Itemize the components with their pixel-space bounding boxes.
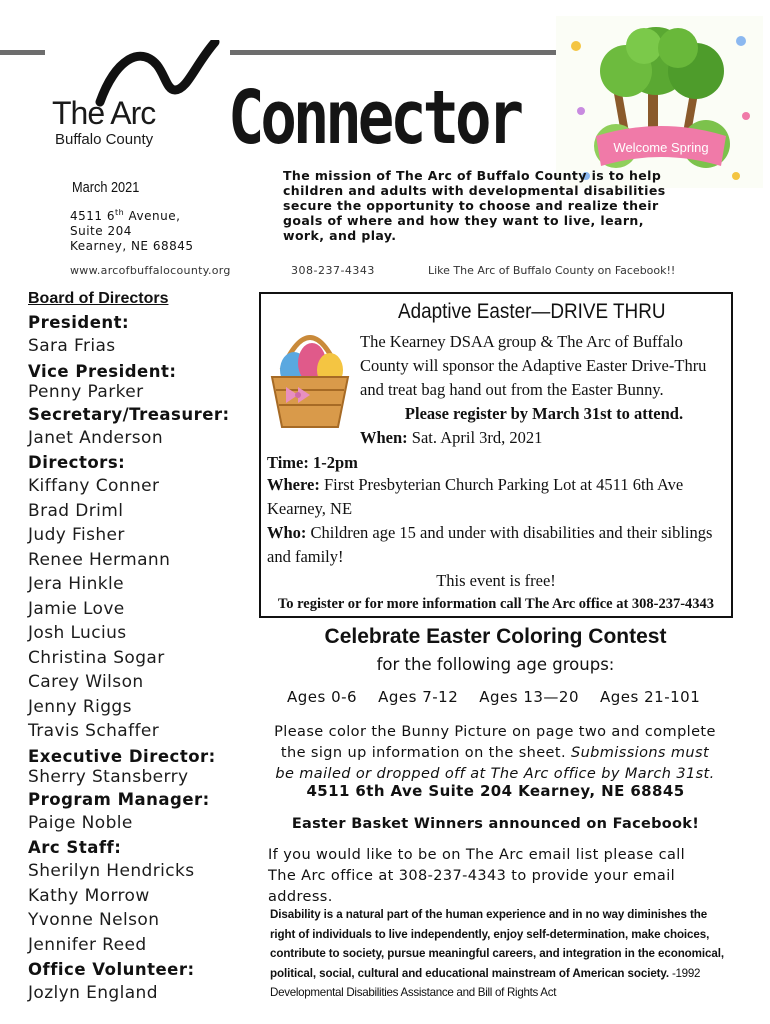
age-groups: [287, 688, 727, 706]
staff-name: Jennifer Reed: [28, 934, 147, 955]
secretary-label: Secretary/Treasurer:: [28, 404, 230, 424]
newsletter-title: Connector: [228, 75, 520, 161]
director-name: Jamie Love: [28, 598, 125, 619]
who-value: Children age 15 and under with disabilities and their siblings and family!: [267, 523, 713, 566]
directors-label: Directors:: [28, 453, 126, 472]
quote-citation: -1992 Developmental Disabilities Assistance and Bill of Rights Act: [270, 966, 701, 1000]
website-link[interactable]: www.arcofbuffalocounty.org: [70, 264, 231, 277]
secretary-name: Janet Anderson: [28, 427, 164, 448]
director-name: Jera Hinkle: [28, 574, 124, 594]
street-number: 4511 6: [70, 209, 115, 223]
contest-instructions-plain: Please color the Bunny Picture on page two and complete the sign up information on the sheet.: [274, 724, 716, 761]
director-name: Jenny Riggs: [28, 696, 132, 717]
spring-banner-text: Welcome Spring: [613, 140, 709, 155]
mission-statement: The mission of The Arc of Buffalo County is to help children and adults with developmental disabilities secure the opportunity to choose and realize their goals of where and how they want to live, learn, work, and play.: [283, 168, 666, 243]
program-manager-label: Program Manager:: [28, 789, 210, 809]
contest-mail-address: 4511 6th Ave Suite 204 Kearney, NE 68845: [306, 782, 685, 800]
suite: Suite 204: [70, 224, 132, 238]
contest-instructions: [270, 722, 720, 785]
executive-director-label: Executive Director:: [28, 746, 216, 766]
president-name: Sara Frias: [28, 336, 116, 356]
when-value: Sat. April 3rd, 2021: [407, 428, 543, 447]
event-who: [267, 521, 727, 569]
director-name: Josh Lucius: [28, 623, 127, 643]
facebook-note: Like The Arc of Buffalo County on Facebook!!: [428, 264, 676, 277]
age-group: Ages 21-101: [600, 688, 701, 706]
director-name: Travis Schaffer: [28, 721, 160, 741]
logo-subtitle: Buffalo County: [55, 131, 154, 148]
event-free-note: This event is free!: [436, 571, 556, 590]
program-manager-name: Paige Noble: [28, 812, 133, 833]
board-of-directors: [28, 290, 253, 1006]
age-group: Ages 0-6: [287, 688, 358, 706]
event-where: [267, 473, 727, 521]
executive-director-name: Sherry Stansberry: [28, 766, 189, 787]
staff-name: Sherilyn Hendricks: [28, 861, 195, 881]
vice-president-name: Penny Parker: [28, 381, 144, 402]
street-suffix: th: [115, 208, 125, 217]
director-name: Brad Driml: [28, 500, 124, 521]
board-heading: Board of Directors: [28, 290, 169, 307]
contest-subtitle: for the following age groups:: [376, 655, 615, 674]
staff-name: Kathy Morrow: [28, 885, 150, 906]
event-when: [360, 426, 542, 450]
issue-date: March 2021: [72, 179, 140, 196]
age-group: Ages 7-12: [378, 688, 459, 706]
who-label: Who:: [267, 523, 307, 542]
street-rest: Avenue,: [124, 209, 181, 223]
event-register-deadline: Please register by March 31st to attend.: [404, 404, 684, 423]
age-group: Ages 13—20: [479, 688, 580, 706]
welcome-spring-illustration: [556, 16, 763, 188]
mailing-address: [70, 205, 194, 254]
where-label: Where:: [267, 475, 320, 494]
contest-winners-note: Easter Basket Winners announced on Facebook!: [291, 816, 700, 832]
director-name: Carey Wilson: [28, 672, 144, 692]
event-contact: To register or for more information call The Arc office at 308-237-4343: [277, 596, 715, 612]
contest-title: Celebrate Easter Coloring Contest: [324, 625, 667, 648]
director-name: Kiffany Conner: [28, 476, 160, 496]
event-title: Adaptive Easter—DRIVE THRU: [398, 300, 666, 323]
logo-name: The Arc: [52, 95, 156, 131]
vice-president-label: Vice President:: [28, 361, 177, 381]
contest-instructions-italic: Submissions must be mailed or dropped off at The Arc office by March 31st.: [275, 745, 715, 782]
staff-label: Arc Staff:: [28, 838, 122, 857]
quote-text: Disability is a natural part of the human experience and in no way diminishes the right of individuals to live independently, enjoy self-determination, make choices, contribute to society, pursue meaningful careers, and integration in the economical, political, social, cultural and educational mainstream of American society.: [270, 908, 724, 980]
director-name: Judy Fisher: [28, 525, 125, 545]
president-label: President:: [28, 313, 130, 332]
when-label: When:: [360, 428, 408, 447]
header-rule-right: [230, 50, 560, 55]
event-time: [267, 451, 358, 475]
city-state-zip: Kearney, NE 68845: [70, 239, 194, 253]
phone-number: 308-237-4343: [291, 264, 375, 277]
director-name: Renee Hermann: [28, 549, 171, 570]
volunteer-label: Office Volunteer:: [28, 960, 195, 979]
staff-name: Yvonne Nelson: [28, 910, 160, 930]
event-description: The Kearney DSAA group & The Arc of Buffalo County will sponsor the Adaptive Easter Drive-Thru and treat bag hand out from the Easter Bunny.: [360, 332, 707, 399]
time-value: Time: 1-2pm: [267, 453, 358, 472]
header-rule-left: [0, 50, 45, 55]
email-list-note: If you would like to be on The Arc email list please call The Arc office at 308-237-4343 to provide your email address.: [268, 847, 686, 905]
director-name: Christina Sogar: [28, 647, 165, 668]
easter-basket-illustration: [264, 315, 356, 430]
disability-quote: [270, 905, 730, 1003]
volunteer-name: Jozlyn England: [28, 983, 158, 1003]
where-value: First Presbyterian Church Parking Lot at 4511 6th Ave Kearney, NE: [267, 475, 684, 518]
